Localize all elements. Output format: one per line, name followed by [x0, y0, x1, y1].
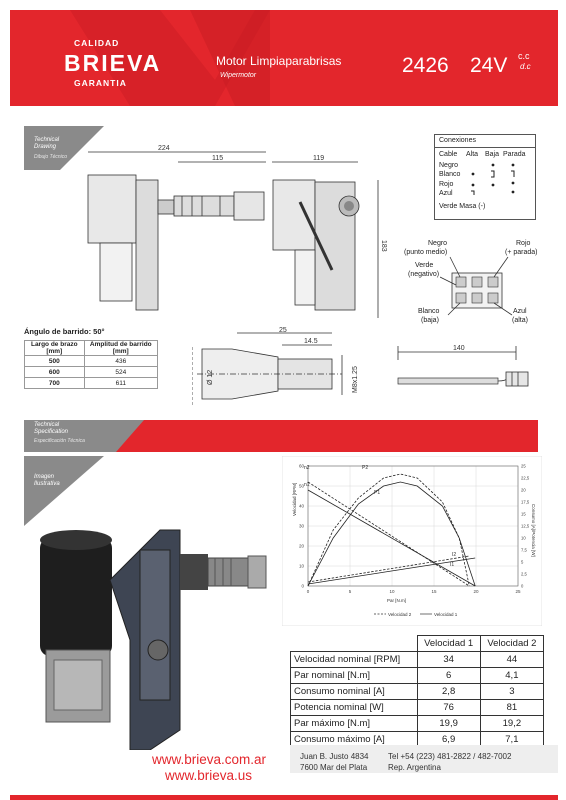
tab-tech-spec-label: Technical Specification	[34, 422, 69, 435]
brand-name: BRIEVA	[64, 50, 162, 76]
tab-technical-drawing-sublabel: Dibujo Técnico	[34, 154, 68, 160]
footer-phone: Tel +54 (223) 481-2822 / 482-7002	[388, 752, 512, 761]
spec-cell: 6	[417, 668, 480, 684]
spec-cell-label: Par nominal [N.m]	[291, 668, 418, 684]
connections-diagram	[463, 161, 533, 201]
connections-header-parada: Parada	[503, 151, 526, 158]
sweep-cell: 500	[25, 356, 85, 367]
dim-140: 140	[453, 345, 465, 352]
chart-ytick: 20	[298, 543, 304, 549]
motor-illustration	[30, 520, 280, 750]
dim-115: 115	[212, 155, 224, 162]
connections-box	[434, 134, 536, 220]
product-subtitle: Wipermotor	[220, 72, 257, 79]
chart-y2tick: 2,5	[521, 571, 527, 577]
brand-garantia: GARANTIA	[74, 78, 127, 88]
spec-cell: 6,9	[417, 732, 480, 748]
chart-curve-label-p1: P1	[374, 490, 381, 496]
technical-drawing-dimensions	[70, 140, 390, 325]
footer-red-strip	[10, 795, 558, 800]
chart-ytick: 30	[298, 523, 304, 529]
spec-cell-label: Consumo máximo [A]	[291, 732, 418, 748]
product-voltage: 24V	[470, 54, 508, 77]
cable-drawing	[396, 340, 541, 400]
chart-y2label: Consumo [A]/Potencia [W]	[531, 504, 536, 557]
sweep-title: Ángulo de barrido: 50°	[24, 327, 105, 336]
chart-xlabel: Par [N.m]	[387, 598, 407, 603]
spec-cell-label: Consumo nominal [A]	[291, 684, 418, 700]
connector-rojo-sub: (+ parada)	[505, 249, 538, 256]
connector-verde: Verde	[415, 262, 434, 269]
footer-url-us[interactable]: www.brieva.us	[165, 768, 253, 783]
shaft-drawing	[192, 325, 367, 413]
chart-y2tick: 7,5	[521, 547, 527, 553]
connections-title: Conexiones	[439, 137, 476, 144]
chart-ytick: 40	[298, 503, 304, 509]
chart-y2tick: 12,5	[521, 523, 530, 529]
footer-address: Juan B. Justo 4834	[300, 752, 369, 761]
table-row	[291, 652, 544, 668]
connections-header-cable: Cable	[439, 151, 458, 158]
connector-rojo: Rojo	[516, 240, 531, 247]
chart-xtick: 15	[431, 589, 437, 594]
connector-drawing	[440, 255, 520, 320]
chart-y2tick: 20	[521, 487, 526, 493]
chart-curve-label-p2: P2	[362, 465, 369, 471]
spec-cell: 34	[417, 652, 480, 668]
spec-cell: 44	[480, 652, 543, 668]
spec-cell: 4,1	[480, 668, 543, 684]
sweep-cell: 700	[25, 378, 85, 389]
connections-header-alta: Alta	[466, 151, 479, 158]
chart-curve-label-i1: I1	[450, 562, 455, 568]
table-row	[25, 378, 158, 389]
dim-224: 224	[158, 145, 170, 152]
header-banner	[10, 10, 558, 106]
chart-curve-label-n1: n1	[304, 482, 310, 488]
chart-legend-v1: Velocidad 1	[434, 612, 458, 617]
chart-legend-v2: Velocidad 2	[388, 612, 412, 617]
chart-curve-label-i2: I2	[452, 552, 457, 558]
spec-cell: 19,2	[480, 716, 543, 732]
spec-cell-label: Velocidad nominal [RPM]	[291, 652, 418, 668]
sweep-cell: 436	[84, 356, 157, 367]
tech-spec-bar	[110, 420, 538, 452]
sweep-header-arm: Largo de brazo [mm]	[25, 341, 85, 356]
chart-y2tick: 10	[521, 535, 526, 541]
tab-illustrative-shape	[24, 456, 104, 526]
connections-cable-rojo: Rojo	[439, 181, 454, 188]
tab-tech-spec-sublabel: Especificación Técnica	[34, 438, 85, 444]
dim-12: Ø 12	[207, 369, 214, 385]
table-row	[291, 684, 544, 700]
chart-y2tick: 0	[521, 583, 524, 589]
connector-azul-sub: (alta)	[512, 317, 528, 324]
sweep-header-amplitude: Amplitud de barrido [mm]	[84, 341, 157, 356]
dim-25: 25	[279, 327, 287, 334]
chart-xtick: 25	[515, 589, 521, 594]
footer-url-ar[interactable]: www.brieva.com.ar	[152, 752, 267, 767]
chart-y2tick: 17,5	[521, 499, 530, 505]
chart-ytick: 60	[298, 463, 304, 469]
sweep-cell: 611	[84, 378, 157, 389]
spec-header-blank	[291, 636, 418, 652]
connector-blanco-sub: (baja)	[421, 317, 439, 324]
chart-ytick: 0	[301, 583, 304, 589]
chart-y2tick: 5	[521, 559, 524, 565]
dim-183: 183	[380, 240, 387, 252]
dim-119: 119	[313, 155, 325, 162]
dim-14-5: 14.5	[304, 338, 318, 345]
chart-curve-label-n2: n2	[304, 465, 310, 471]
chart-ylabel: Velocidad [RPM]	[292, 482, 297, 516]
table-row	[291, 716, 544, 732]
product-code: 2426	[402, 54, 449, 77]
tab-technical-drawing-label: Technical Drawing	[34, 137, 60, 150]
sweep-cell: 600	[25, 367, 85, 378]
footer-city: 7600 Mar del Plata	[300, 763, 368, 772]
spec-cell-label: Potencia nominal [W]	[291, 700, 418, 716]
tab-illustrative-label: Imagen Ilustrativa	[34, 474, 60, 487]
connector-blanco: Blanco	[418, 308, 440, 315]
connections-cable-negro: Negro	[439, 162, 459, 169]
chart-xtick: 0	[306, 589, 310, 594]
spec-cell: 7,1	[480, 732, 543, 748]
performance-chart	[282, 456, 542, 626]
spec-header-v2: Velocidad 2	[480, 636, 543, 652]
spec-cell: 19,9	[417, 716, 480, 732]
chart-ytick: 10	[298, 563, 304, 569]
table-row	[25, 367, 158, 378]
chart-y2tick: 22,5	[521, 475, 530, 481]
connections-cable-blanco: Blanco	[439, 171, 461, 178]
spec-table	[290, 635, 544, 748]
connections-header-baja: Baja	[485, 151, 500, 158]
chart-xtick: 10	[389, 589, 395, 594]
product-title: Motor Limpiaparabrisas	[216, 54, 342, 68]
current-cc: c.c	[518, 51, 530, 61]
connector-azul: Azul	[513, 308, 527, 315]
connector-negro: Negro	[428, 240, 448, 247]
connections-ground: Verde Masa (-)	[439, 203, 486, 210]
chart-ytick: 50	[298, 483, 304, 489]
table-row	[291, 668, 544, 684]
table-row	[25, 356, 158, 367]
footer-country: Rep. Argentina	[388, 763, 441, 772]
spec-cell: 81	[480, 700, 543, 716]
chart-y2tick: 15	[521, 511, 526, 517]
connector-verde-sub: (negativo)	[408, 271, 440, 278]
spec-cell: 76	[417, 700, 480, 716]
chart-y2tick: 25	[521, 463, 526, 469]
dim-m8: M8x1.25	[352, 366, 359, 393]
chart-xtick: 5	[348, 589, 352, 594]
chart-xtick: 20	[473, 589, 479, 594]
brand-calidad: CALIDAD	[74, 38, 120, 48]
connections-cable-azul: Azul	[439, 190, 453, 197]
sweep-table	[24, 340, 158, 389]
spec-cell-label: Par máximo [N.m]	[291, 716, 418, 732]
spec-cell: 3	[480, 684, 543, 700]
sweep-cell: 524	[84, 367, 157, 378]
spec-cell: 2,8	[417, 684, 480, 700]
current-dc: d.c	[520, 62, 531, 71]
connector-negro-sub: (punto medio)	[404, 249, 448, 256]
spec-header-v1: Velocidad 1	[417, 636, 480, 652]
table-row	[291, 700, 544, 716]
brand-logo	[40, 38, 190, 96]
